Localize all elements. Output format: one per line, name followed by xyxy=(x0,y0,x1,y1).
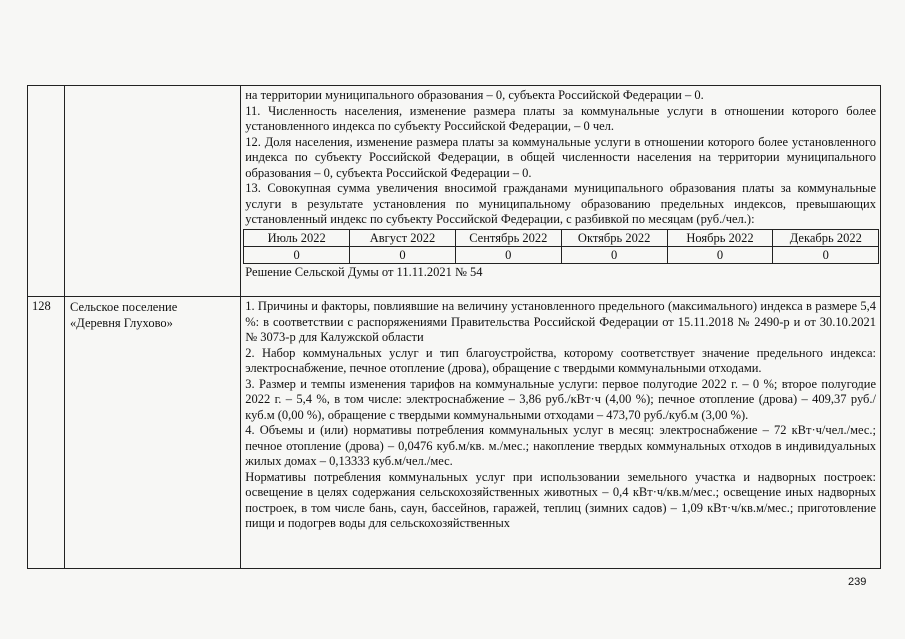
decision-reference: Решение Сельской Думы от 11.11.2021 № 54 xyxy=(245,264,483,279)
paragraph: Нормативы потребления коммунальных услуг при использовании земельного участка и надворных построек: освещение в целях содержания сельскохозяйственных животных – 0,4 кВт·ч/кв.м/мес.; освещение иных надворных построек, в том числе бань, саун, бассейнов, гаражей, теплиц (зимних садов) – 1,09 кВт·ч/кв.м/мес.; приготовление пищи и подогрев воды для сельскохозяйственных xyxy=(245,469,876,530)
paragraph: 13. Совокупная сумма увеличения вносимой гражданами муниципального образования платы за коммунальные услуги в результате установления по муниципальному образованию предельных индексов, превышающих установленный индекс по субъекту Российской Федерации, с разбивкой по месяцам (руб./чел.): xyxy=(245,181,876,226)
municipality-name-cell xyxy=(65,297,241,569)
paragraph: 1. Причины и факторы, повлиявшие на величину установленного предельного (максимального) индекса в размере 5,4 %: в соответствии с распоряжениями Правительства Российской Федерации от 15.11.2018 № 2490-р и от 30.10.2021 № 3073-р для Калужской области xyxy=(245,299,876,344)
month-header: Август 2022 xyxy=(350,229,456,246)
paragraph: на территории муниципального образования – 0, субъекта Российской Федерации – 0. xyxy=(245,88,704,102)
row-content-clip xyxy=(245,299,876,564)
month-header-row xyxy=(244,229,879,246)
month-header: Октябрь 2022 xyxy=(561,229,667,246)
municipality-name-cell xyxy=(65,86,241,297)
paragraph: 3. Размер и темпы изменения тарифов на коммунальные услуги: первое полугодие 2022 г. – 0 %; второе полугодие 2022 г. – 5,4 %, в том числе: электроснабжение – 3,86 руб./кВт·ч (4,00 %); печное отопление (дрова) – 409,37 руб./куб.м (0,00 %), обращение с твердыми коммунальными отходами – 473,70 руб./куб.м (3,00 %). xyxy=(245,376,876,422)
municipality-name-line2: «Деревня Глухово» xyxy=(70,316,173,330)
paragraph: 4. Объемы и (или) нормативы потребления коммунальных услуг в месяц: электроснабжение – 72 кВт·ч/чел./мес.; печное отопление (дрова) – 0,0476 куб.м/кв. м./мес.; накопление твердых коммунальных отходов в индивидуальных жилых домах – 0,13333 куб.м/чел./мес. xyxy=(245,423,876,468)
row-content-cell xyxy=(241,297,881,569)
row-number: 128 xyxy=(28,297,65,569)
row-content-cell xyxy=(241,86,881,297)
table-row xyxy=(28,297,881,569)
municipality-name-line1: Сельское поселение xyxy=(70,300,178,314)
month-value: 0 xyxy=(667,246,773,263)
municipal-index-table xyxy=(27,85,881,569)
month-value: 0 xyxy=(455,246,561,263)
month-value: 0 xyxy=(350,246,456,263)
monthly-sum-table xyxy=(243,229,879,264)
month-value: 0 xyxy=(561,246,667,263)
month-value: 0 xyxy=(244,246,350,263)
month-header: Ноябрь 2022 xyxy=(667,229,773,246)
page-number: 239 xyxy=(848,576,867,588)
month-header: Сентябрь 2022 xyxy=(455,229,561,246)
table-row xyxy=(28,86,881,297)
month-header: Декабрь 2022 xyxy=(773,229,879,246)
row-number-cell xyxy=(28,86,65,297)
paragraph: 2. Набор коммунальных услуг и тип благоустройства, которому соответствует значение предельного индекса: электроснабжение, печное отопление (дрова), обращение с твердыми коммунальными отходами. xyxy=(245,345,876,375)
month-value-row xyxy=(244,246,879,263)
month-header: Июль 2022 xyxy=(244,229,350,246)
paragraph: 12. Доля населения, изменение размера платы за коммунальные услуги в отношении которого более установленного индекса по субъекту Российской Федерации, в общей численности населения на территории муниципального образования – 0, субъекта Российской Федерации – 0. xyxy=(245,134,876,180)
paragraph: 11. Численность населения, изменение размера платы за коммунальные услуги в отношении которого более установленного индекса по субъекту Российской Федерации, – 0 чел. xyxy=(245,103,876,133)
month-value: 0 xyxy=(773,246,879,263)
